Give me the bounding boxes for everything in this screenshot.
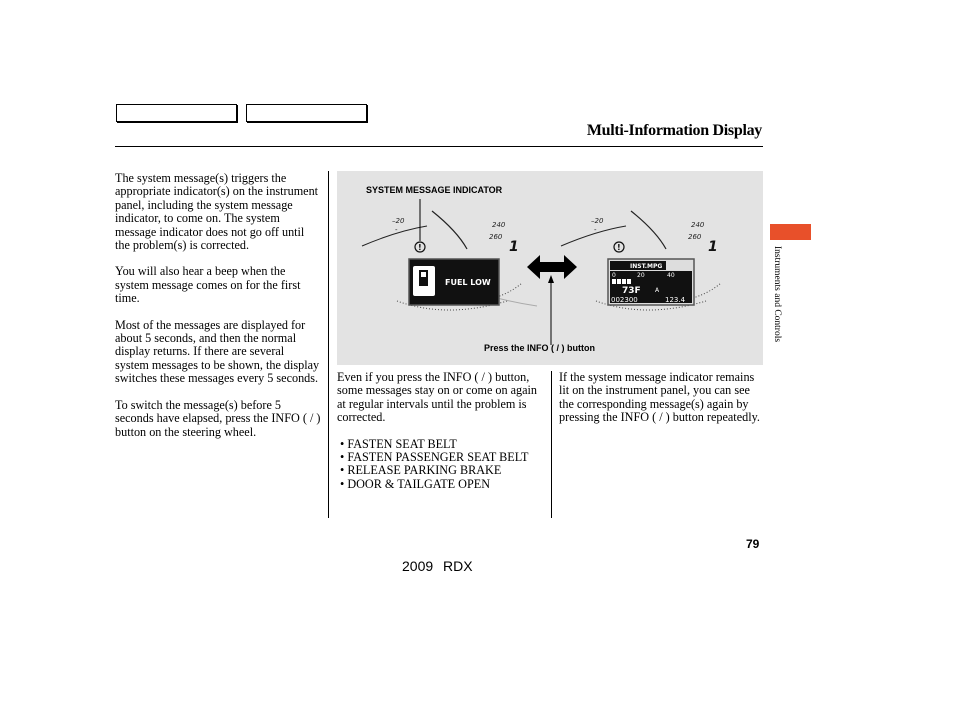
left-paragraph: Most of the messages are displayed for about 5 seconds, and then the normal display returns. If there are several system messages to be shown, the display switches these messages every 5 seconds. — [115, 317, 320, 386]
instrument-illustration — [337, 171, 763, 365]
left-rpm-240: 240 — [492, 221, 506, 229]
right-paragraph: If the system message indicator remains lit on the instrument panel, you can see the corresponding message(s) again by pressing the INFO ( / ) button repeatedly. — [559, 370, 760, 425]
message-list-item: • FASTEN SEAT BELT — [337, 438, 543, 451]
right-inst-mpg: INST.MPG — [630, 263, 663, 270]
left-paragraph: To switch the message(s) before 5 seconds have elapsed, press the INFO ( / ) button on the steering wheel. — [115, 397, 321, 439]
right-rpm-260: 260 — [688, 233, 702, 241]
left-paragraph: The system message(s) triggers the appropriate indicator(s) on the instrument panel, including the system message indicator, to come on. The system message indicator does not go off until the problem(s) is corrected. — [115, 171, 319, 253]
press-info-button-label: Press the INFO ( / ) button — [484, 343, 596, 353]
section-tab-label: Instruments and Controls — [772, 246, 782, 343]
right-scale-20: 20 — [637, 272, 645, 279]
right-scale-0: 0 — [612, 272, 616, 279]
left-rpm-260: 260 — [489, 233, 503, 241]
svg-text:!: ! — [617, 243, 621, 252]
column-divider — [328, 171, 329, 518]
right-gear: 1 — [708, 239, 718, 255]
svg-text:!: ! — [418, 243, 422, 252]
page-title: Multi-Information Display — [586, 122, 762, 139]
svg-text:-: - — [395, 226, 398, 234]
footer-model: 2009 RDX — [402, 558, 473, 574]
middle-paragraph: Even if you press the INFO ( / ) button, some messages stay on or come on again at regular intervals until the problem is corrected. — [337, 370, 538, 425]
nav-box-table-of-contents[interactable] — [246, 104, 367, 122]
title-rule — [115, 146, 763, 147]
right-rpm-240: 240 — [691, 221, 705, 229]
system-message-indicator-label: SYSTEM MESSAGE INDICATOR — [366, 185, 503, 195]
left-gauge — [362, 211, 537, 310]
right-column — [559, 371, 763, 438]
left-speed-label: –20 — [392, 217, 405, 225]
left-display-text: FUEL LOW — [445, 278, 491, 287]
section-tab[interactable] — [770, 224, 811, 240]
page-number: 79 — [746, 537, 760, 551]
column-divider — [551, 371, 552, 518]
right-trip: 123.4 — [665, 296, 686, 304]
right-mode: A — [655, 287, 660, 294]
message-list-item: • DOOR & TAILGATE OPEN — [337, 478, 543, 491]
right-odometer: 002300 — [611, 296, 638, 304]
right-speed-label: –20 — [591, 217, 604, 225]
message-list-item: • RELEASE PARKING BRAKE — [337, 464, 543, 477]
right-temp: 73F — [622, 286, 641, 296]
nav-box-main-menu[interactable] — [116, 104, 237, 122]
instrument-figure — [337, 171, 763, 365]
message-list — [337, 438, 543, 492]
message-list-item: • FASTEN PASSENGER SEAT BELT — [337, 451, 543, 464]
double-arrow — [527, 255, 577, 345]
right-gauge — [561, 211, 721, 310]
left-column — [115, 172, 321, 452]
left-paragraph: You will also hear a beep when the system message comes on for the first time. — [115, 264, 301, 306]
right-scale-40: 40 — [667, 272, 675, 279]
middle-column — [337, 371, 543, 491]
left-gear: 1 — [509, 239, 519, 255]
svg-text:-: - — [594, 226, 597, 234]
